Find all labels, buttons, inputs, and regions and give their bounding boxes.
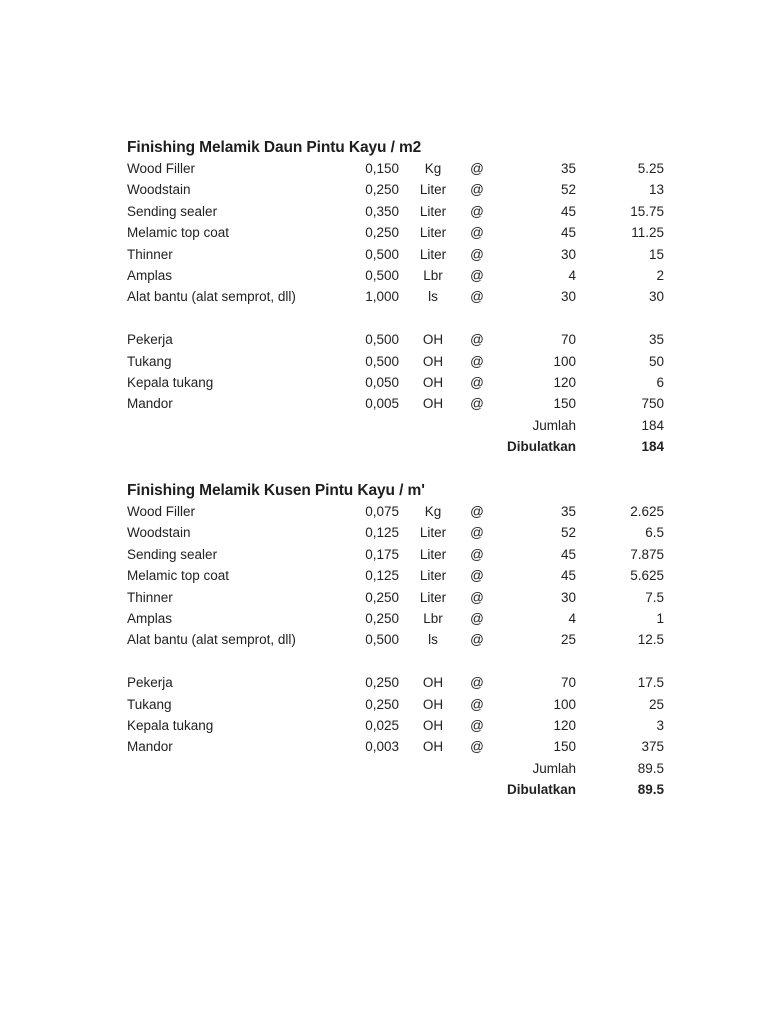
- at-symbol: @: [470, 632, 484, 648]
- item-name: Pekerja: [127, 332, 173, 348]
- item-total: 2.625: [630, 504, 664, 519]
- item-price: 4: [568, 267, 576, 283]
- table-row: [127, 736, 667, 757]
- item-name: Melamic top coat: [127, 225, 230, 241]
- table-row: [127, 522, 667, 543]
- item-coefficient: 1,000: [365, 289, 399, 305]
- table-row: [127, 544, 667, 565]
- item-price: 150: [553, 396, 576, 412]
- at-symbol: @: [470, 396, 484, 412]
- at-symbol: @: [470, 675, 484, 691]
- table-row: [127, 158, 667, 179]
- section-daun-pintu: [127, 137, 667, 457]
- item-coefficient: 0,125: [365, 525, 399, 541]
- table-row: [127, 244, 667, 265]
- at-symbol: @: [470, 267, 484, 283]
- table-row: [127, 629, 667, 650]
- item-price: 45: [560, 546, 576, 562]
- item-coefficient: 0,075: [365, 504, 399, 519]
- at-symbol: @: [470, 332, 484, 348]
- table-row: [127, 393, 667, 414]
- item-total: 7.875: [630, 546, 664, 562]
- item-total: 750: [641, 396, 664, 412]
- table-row: [127, 351, 667, 372]
- item-price: 4: [568, 610, 576, 626]
- at-symbol: @: [470, 525, 484, 541]
- dibulatkan-value: 184: [641, 439, 664, 455]
- item-name: Mandor: [127, 739, 173, 755]
- dibulatkan-label: Dibulatkan: [506, 439, 576, 455]
- jumlah-value: 89.5: [637, 760, 664, 776]
- item-name: Woodstain: [127, 182, 191, 198]
- item-price: 45: [560, 568, 576, 584]
- item-name: Amplas: [127, 267, 173, 283]
- item-name: Kepala tukang: [127, 717, 214, 733]
- jumlah-label: Jumlah: [532, 417, 576, 433]
- at-symbol: @: [470, 546, 484, 562]
- item-name: Thinner: [127, 589, 173, 605]
- item-total: 5.625: [630, 568, 664, 584]
- at-symbol: @: [470, 568, 484, 584]
- dibulatkan-row: [127, 436, 667, 457]
- item-coefficient: 0,150: [365, 161, 399, 176]
- item-coefficient: 0,125: [365, 568, 399, 584]
- item-coefficient: 0,500: [365, 632, 399, 648]
- at-symbol: @: [470, 504, 484, 519]
- table-row: [127, 565, 667, 586]
- item-total: 30: [648, 289, 664, 305]
- row-spacer: [127, 651, 667, 672]
- item-name: Woodstain: [127, 525, 191, 541]
- item-name: Sending sealer: [127, 546, 218, 562]
- section-kusen-pintu: [127, 480, 667, 800]
- table-row: [127, 265, 667, 286]
- item-name: Melamic top coat: [127, 568, 230, 584]
- item-total: 13: [648, 182, 664, 198]
- item-coefficient: 0,500: [365, 246, 399, 262]
- item-unit: Liter: [419, 525, 447, 541]
- item-coefficient: 0,050: [365, 374, 399, 390]
- item-price: 52: [560, 182, 576, 198]
- item-unit: OH: [422, 696, 444, 712]
- table-row: [127, 286, 667, 307]
- item-price: 35: [560, 161, 576, 176]
- item-unit: OH: [422, 739, 444, 755]
- item-unit: Liter: [419, 203, 447, 219]
- item-total: 6.5: [645, 525, 664, 541]
- item-price: 52: [560, 525, 576, 541]
- at-symbol: @: [470, 182, 484, 198]
- item-total: 375: [641, 739, 664, 755]
- at-symbol: @: [470, 696, 484, 712]
- section-title: Finishing Melamik Kusen Pintu Kayu / m': [127, 482, 425, 499]
- item-total: 15.75: [630, 203, 664, 219]
- item-name: Thinner: [127, 246, 173, 262]
- item-unit: Liter: [419, 589, 447, 605]
- item-unit: OH: [422, 675, 444, 691]
- item-unit: ls: [428, 632, 438, 648]
- item-price: 45: [560, 203, 576, 219]
- item-unit: Liter: [419, 568, 447, 584]
- item-coefficient: 0,250: [365, 182, 399, 198]
- item-total: 25: [648, 696, 664, 712]
- table-row: [127, 715, 667, 736]
- table-row: [127, 501, 667, 522]
- item-coefficient: 0,250: [365, 225, 399, 241]
- item-coefficient: 0,500: [365, 332, 399, 348]
- at-symbol: @: [470, 374, 484, 390]
- at-symbol: @: [470, 289, 484, 305]
- dibulatkan-value: 89.5: [637, 782, 664, 798]
- item-unit: Lbr: [423, 267, 443, 283]
- table-row: [127, 587, 667, 608]
- item-total: 7.5: [645, 589, 664, 605]
- item-coefficient: 0,005: [365, 396, 399, 412]
- item-price: 150: [553, 739, 576, 755]
- at-symbol: @: [470, 717, 484, 733]
- item-name: Kepala tukang: [127, 374, 214, 390]
- at-symbol: @: [470, 225, 484, 241]
- item-unit: OH: [422, 332, 444, 348]
- item-name: Tukang: [127, 353, 172, 369]
- item-name: Wood Filler: [127, 161, 196, 176]
- jumlah-row: [127, 758, 667, 779]
- table-row: [127, 372, 667, 393]
- item-coefficient: 0,350: [365, 203, 399, 219]
- item-total: 12.5: [637, 632, 664, 648]
- at-symbol: @: [470, 739, 484, 755]
- item-price: 70: [560, 332, 576, 348]
- table-row: [127, 179, 667, 200]
- item-price: 120: [553, 717, 576, 733]
- item-price: 30: [560, 246, 576, 262]
- item-total: 11.25: [631, 225, 664, 241]
- item-unit: Lbr: [423, 610, 443, 626]
- at-symbol: @: [470, 589, 484, 605]
- item-total: 17.5: [637, 675, 664, 691]
- item-price: 35: [560, 504, 576, 519]
- dibulatkan-row: [127, 779, 667, 800]
- item-unit: Liter: [419, 225, 447, 241]
- jumlah-label: Jumlah: [532, 760, 576, 776]
- item-coefficient: 0,025: [365, 717, 399, 733]
- table-row: [127, 329, 667, 350]
- item-price: 30: [560, 589, 576, 605]
- table-row: [127, 222, 667, 243]
- item-price: 30: [560, 289, 576, 305]
- item-unit: OH: [422, 717, 444, 733]
- at-symbol: @: [470, 353, 484, 369]
- item-coefficient: 0,500: [365, 267, 399, 283]
- item-total: 15: [648, 246, 664, 262]
- item-name: Amplas: [127, 610, 173, 626]
- table-row: [127, 694, 667, 715]
- item-unit: Liter: [419, 246, 447, 262]
- item-price: 45: [560, 225, 576, 241]
- jumlah-value: 184: [641, 417, 664, 433]
- item-total: 1: [656, 610, 664, 626]
- row-spacer: [127, 308, 667, 329]
- jumlah-row: [127, 415, 667, 436]
- at-symbol: @: [470, 610, 484, 626]
- at-symbol: @: [470, 203, 484, 219]
- table-row: [127, 672, 667, 693]
- item-total: 35: [648, 332, 664, 348]
- item-price: 100: [553, 696, 576, 712]
- item-unit: Liter: [419, 182, 447, 198]
- item-price: 100: [553, 353, 576, 369]
- item-coefficient: 0,250: [365, 696, 399, 712]
- item-unit: OH: [422, 396, 444, 412]
- item-price: 70: [560, 675, 576, 691]
- item-name: Pekerja: [127, 675, 173, 691]
- item-unit: OH: [422, 374, 444, 390]
- item-unit: Liter: [419, 546, 447, 562]
- item-name: Wood Filler: [127, 504, 196, 519]
- item-unit: Kg: [424, 161, 442, 176]
- dibulatkan-label: Dibulatkan: [506, 782, 576, 798]
- item-unit: OH: [422, 353, 444, 369]
- item-unit: ls: [428, 289, 438, 305]
- section-title: Finishing Melamik Daun Pintu Kayu / m2: [127, 139, 422, 156]
- item-total: 6: [656, 374, 664, 390]
- item-coefficient: 0,250: [365, 610, 399, 626]
- item-total: 2: [656, 267, 664, 283]
- item-coefficient: 0,250: [365, 589, 399, 605]
- item-name: Tukang: [127, 696, 172, 712]
- item-price: 120: [553, 374, 576, 390]
- item-total: 50: [648, 353, 664, 369]
- item-name: Alat bantu (alat semprot, dll): [127, 632, 296, 648]
- item-name: Alat bantu (alat semprot, dll): [127, 289, 296, 305]
- item-coefficient: 0,175: [365, 546, 399, 562]
- at-symbol: @: [470, 161, 484, 176]
- item-price: 25: [560, 632, 576, 648]
- table-row: [127, 201, 667, 222]
- table-row: [127, 608, 667, 629]
- item-coefficient: 0,003: [365, 739, 399, 755]
- item-total: 5.25: [637, 161, 664, 176]
- item-coefficient: 0,250: [365, 675, 399, 691]
- item-name: Sending sealer: [127, 203, 218, 219]
- at-symbol: @: [470, 246, 484, 262]
- item-unit: Kg: [424, 504, 442, 519]
- item-coefficient: 0,500: [365, 353, 399, 369]
- item-total: 3: [656, 717, 664, 733]
- item-name: Mandor: [127, 396, 173, 412]
